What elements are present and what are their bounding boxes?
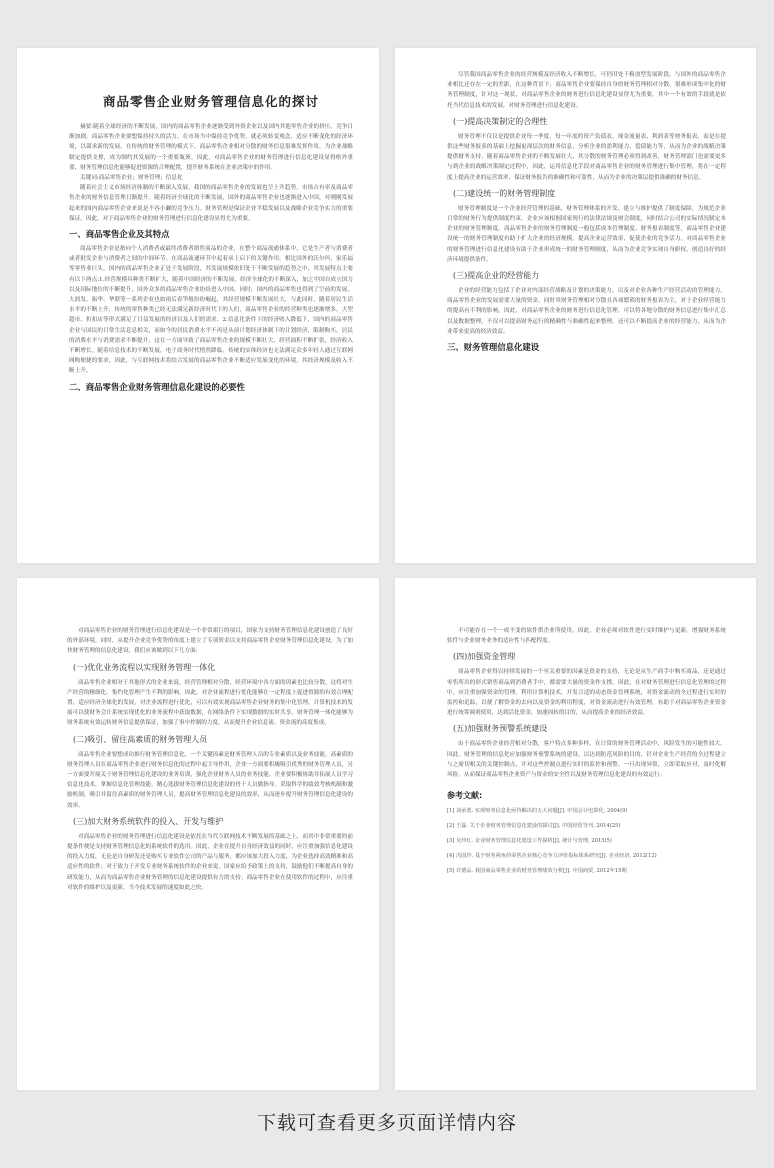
document-page-3 bbox=[17, 578, 379, 1090]
subheading-decision: (一)提高决策制定的合理性 bbox=[453, 116, 548, 126]
unified-system-paragraph: 财务管理制度是一个企业经营管理的基础，财务管理体系的开发、建立与维护提供了制度保障，为规范企业日常的财务行为提供制度约束。企业应该根据国家现行的法律法规及财会制度，同时结合公司的实际情况制定本企业的财务管理制度。商品零售企业的财务管理制度一般包括成本管理制度、财务报表制度等，商品零售企业建设统一的财务管理制度有助于扩大企业的经济规模，提高企业运营效率，促使企业的竞争活力。对商品零售企业的财务管理进行信息化建设有助于企业形成统一的财务管理制度，从而为企业竞争实现自身职权，创造良好的经济环境提供条件。 bbox=[447, 205, 726, 263]
document-page-4 bbox=[395, 578, 756, 1090]
software-paragraph: 对商品零售企业的财务管理进行信息化建设是依托在当代互联网技术不断发展的基础之上，而其中非常重要的前提条件便是支持财务管理信息化的系统软件的选用。因此，企业在提升自身经济效益的同时，应注重加强信息化建设的投入力度，无论是自身研发还是购买专业软件公司的产品与服务，都应该加大投入力度，为企业选择高效精准和高适应性的软件；对于致力于开发专业财务系统软件的企业来说，国家应给予政策上的支持，鼓励他们不断提高自身的研发能力，从而为商品零售企业财务管理的信息化建设提供有力的支持；商品零售企业在使用软件的过程中，应注重对软件的维护以及更新，当今技术发展的速度如此之快， bbox=[67, 833, 353, 891]
decision-paragraph: 财务管理不仅仅是提供企业每一季度、每一年度的资产负债表、现金流量表、利润表等财务报表，而是在提供这些财务报表的基础上挖掘更深层次的财务信息，分析企业的盈利能力、偿债能力等，从而为企业的战略决策提供财务支持。随着商品零售企业的不断发展壮大，其分散的财务管理必须得到改善，财务管理部门也需要更多与到企业的战略决策制定过程中，因此，运用信息化手段对商品零售企业的财务管理进行集中管理，将在一定程度上提高企业的运营效率，保证财务报告的准确性和可靠性，从而为企业的决策层提供准确的财务信息。 bbox=[447, 133, 726, 181]
section-heading-2: 二、商品零售企业财务管理信息化建设的必要性 bbox=[69, 381, 245, 392]
section-heading-3: 三、财务管理信息化建设 bbox=[447, 342, 540, 353]
document-title: 商品零售企业财务管理信息化的探讨 bbox=[102, 94, 319, 109]
operating-ability-paragraph: 企业的经营能力包括了企业对内部经营战略及计划的决策能力，以及对企业各种生产经营活动的管理能力，商品零售企业的发展需要大量的资金，同时其财务管理相对分散且各项繁琐的财务报表为主，对于企业经营能力的提高有不利的影响。因此，对商品零售企业的财务进行信息化管理，可以将各地分散的财务信息进行集中汇总以及数据整理，不仅可以提高财务运行的精确性与准确性起来整理，还可以不断提高企业的经营能力，从而为企业带来更高的经济效益。 bbox=[447, 288, 726, 335]
references-heading: 参考文献: bbox=[447, 791, 483, 801]
subheading-warning: (五)加强财务预警系统建设 bbox=[453, 724, 548, 734]
reference-item: [1] 刘承勇. 实现财务信息化亟待解决的五大问题[J]. 中国会计电算化, 2004(9) bbox=[447, 808, 628, 815]
reference-item: [2] 王磊. 关于企业财务管理信息化建设的探讨[J]. 中国经贸导刊, 2014(25) bbox=[447, 823, 621, 830]
subheading-operating-ability: (三)提高企业的经营能力 bbox=[453, 271, 540, 281]
capital-paragraph: 商品零售企业得以持续发展的一个至关重要的因素是资金的支持，无论是从生产商手中购买商品，还是通过零售所出的形式销售商品到消费者手中，都需要大量的资金作支撑。因此，在对财务管理进行信息化管理的过程中，应注重加强资金的管理，利用计算机技术，开发合适的动态资金管理系统，对资金流动的全过程进行实时的监控和追踪，以便了解资金的去向以及资金的利用程度，对资金流动进行有效管理，有助于对商品零售企业资金进行统筹调剂使用，达到活化资金，加速周转的目的，从而提高企业的经济效益。 bbox=[447, 669, 726, 717]
document-page-2 bbox=[395, 48, 756, 563]
section-heading-1: 一、商品零售企业及其特点 bbox=[69, 229, 170, 240]
subheading-unified-system: (二)建设统一的财务管理制度 bbox=[453, 188, 556, 198]
keywords-line: 关键词:商品零售企业；财务管理；信息化 bbox=[80, 175, 183, 182]
subheading-capital: (四)加强资金管理 bbox=[453, 652, 516, 662]
talent-paragraph: 商品零售企业要想成功推行财务管理信息化，一个关键因素是财务管理人员的专业素质以及业务技能。高素质的财务管理人员在商品零售企业进行财务信息化的过程中起主导作用，企业一方面要积极吸引优秀的财务管理人员，另一方面要开展关于财务管理信息化建设的业务培训，强化企业财务人员的业务技能。企业要积极协助并拓展人员学习信息化技术，掌握信息化管理技能，精心选拔财务管理信息化建设的骨干人员做指导。采取科学的绩效考核机制和激励机制，吸引并留住高素质的财务管理人员，提高财务管理信息化建设的效率，从而逐步提升财务管理信息化建设的效率。 bbox=[67, 751, 353, 809]
page-2-intro-paragraph: 尽管我国商品零售企业的经营规模及经济收入不断增长，可仍旧处于粗放型发展阶段，与国外的商品零售企业相比还存在一定的差距，在这种背景下，商品零售企业要保持自身的财务管理相对分散，很难形成集中化的财务管理制度，针对这一现状，对商品零售企业的财务进行信息化建设显得尤为重要，其中一个有效的手段就是依托当代信息技术的发展，对财务管理进行信息化建设。 bbox=[447, 72, 726, 109]
section-1-paragraph: 商品零售企业是指向个人消费者或最终消费者销售商品的企业，在整个商品流通体系中，它是生产者与消费者或者批发企业与消费者之间的中间环节。在商品流通环节中起着承上启下的关键作用。相比国外的沃尔玛、家乐福等零售业巨头，国内的商品零售企业正处于发展阶段，其发展规模依旧处于不断发展的趋势之中，其发展特点主要有以下两点:1.经营规模具种类不断扩大，随着中国经济的不断发展，经济全球化的不断深入，加之中国自成立国力以及国际地位的不断提升，国外众多的商品零售企业纷纷进入中国，同时，国内的商品零售也得到了空前的发展，大润发、振华、华联等一系列企业也如雨后春笋般纷纷崛起，其经营规模不断发展壮大，与此同时，随着居民生活水平的不断上升，传统的零售种类已经无法满足新经济时代下的人们，商品零售企业的经营种类也逐渐增多，大型超市、折扣店等形式满足了日益发展的经济以及人们的需求。2.信息化条件下的经济收入降低下，国内的商品零售企业与国民的日常生活息息相关，而如今的居民消费水平不再是从前计划经济体制下的计划经济，限制购买，居民的消费水平与消费需求不断提升，这在一方面导致了商品零售企业的规模不断壮大，经营面积不断扩张，经济收入不断增长。随着信息技术的不断发展，电子商务时代悄然降临，传统的实体经济也无法满足众多年轻人通过互联网网购便捷的要求，因此，与互联网技术将结合发展的商品零售企业不断适应发展变化的环境，其经济规模及收入不断上升。 bbox=[69, 246, 353, 375]
document-page-1 bbox=[17, 48, 379, 563]
subheading-optimize-process: (一)优化业务流程以实现财务管理一体化 bbox=[73, 662, 216, 672]
page-4-intro-paragraph: 不可能存在一个一成不变的软件供企业所使用，因此，企业必须对软件进行实时维护与更新，增强财务系统软件与企业财务业务的适应性与匹配程度。 bbox=[447, 628, 726, 645]
subheading-software: (三)加大财务系统软件的投入、开发与维护 bbox=[73, 816, 224, 826]
subheading-talent: (二)吸引、留住高素质的财务管理人员 bbox=[73, 734, 208, 744]
reference-item: [4] 冯国玲. 基于财务视角的零售企业核心竞争力评价指标体系研究[J]. 企业经济, 2012(12) bbox=[447, 853, 657, 860]
reference-item: [5] 许德品. 我国商品零售企业的财务管理绩效分析[J]. 中国商贸, 2012年15期 bbox=[447, 868, 627, 875]
intro-paragraph: 随着社会主义市场经济体制的不断深入发展，我国的商品零售企业的发展也呈上升趋势，市场占有率及商品零售企业的财务信息管理日渐提升。随着经济全球化的不断发展，国外的商品零售企业也逐渐进入中国，对刚刚发展起来的国内商品零售企业来说是不容小觑的竞争压力。财务管理是保证企业平稳发展以及战略企业竞争实力的重要保证，因此，对于商品零售企业的财务管理进行信息化建设显得尤为重要。 bbox=[69, 185, 353, 222]
page-3-intro-paragraph: 对商品零售企业的财务管理进行信息化建设是一个非常艰巨的项目，国家为支持财务管理信息化建设创造了良好的外部环境，同时，从提升企业竞争优势的角度上建立了专项资金以支持商品零售企业财务管理信息化建设，为了加快财务管理的信息化建设，我们应该做到以下几方面: bbox=[67, 628, 353, 655]
reference-item: [3] 吴玲红. 企业财务管理信息化建设工作探析[J]. 统计与管理, 2015(5) bbox=[447, 838, 612, 845]
warning-paragraph: 由于商品零售企业经营相对分散，客户特点多种多样，在日常的财务管理活动中，风险发生的可能性较大。因此，财务管理的信息化应加强财务预警系统的建设，以达到防范风险的目的，针对企业生产经营的全过程建立与之密切相关的关键控制点，并对这些控制点进行实时的监控和预警，一旦出现异常，立即采取应对，及时化解风险，从而保证商品零售企业资产与资金的安全性以及财务管理信息化建设的有效运行。 bbox=[447, 741, 726, 779]
abstract-paragraph: 摘要:随着全球经济的不断发展，国内的商品零售企业逐渐受到外资企业以及国内其他零售企业的挤压，竞争日渐加剧。商品零售企业要想保持持久的活力，在市场当中保持竞争优势，就必须转变观念，适应不断变化的经济环境，以谋求新的发展。在传统的财务管理的模式下，商品零售企业相对分散的财务信息很难发挥作用，为企业战略制定提供支撑，成为制约其发展的一个重要瓶颈。因此，对商品零售企业的财务管理进行信息化建设显得格外重要，财务管理信息化能够促进资源的合理配置，提升财务系统在企业决策中的作用。 bbox=[69, 124, 353, 171]
optimize-process-paragraph: 商品零售企业相对于其他形式的企业来说，经营管理相对分散，经营环境中各方面的因素也比较分散，这将对生产经营的精细化、集约化管理产生不利的影响。因此，对企业流程进行优化能够在一定程度上促进资源的有效合理配置，适应经济全球化的发展，对企业流程进行优化，可以有效实现商品零售企业财务的集中化管理，计算机技术的发展可以使财务会计系统实现优化的业务流程中获取数据，在网络条件下实现数据的实时共享，财务管理一体化能够为财务系统有效运转财务信息提供保证，加强了事中控制的力度，从而提升企业信息流、资金流的高度集成。 bbox=[67, 679, 353, 727]
download-more-prompt[interactable]: 下载可查看更多页面详情内容 bbox=[256, 1112, 517, 1134]
